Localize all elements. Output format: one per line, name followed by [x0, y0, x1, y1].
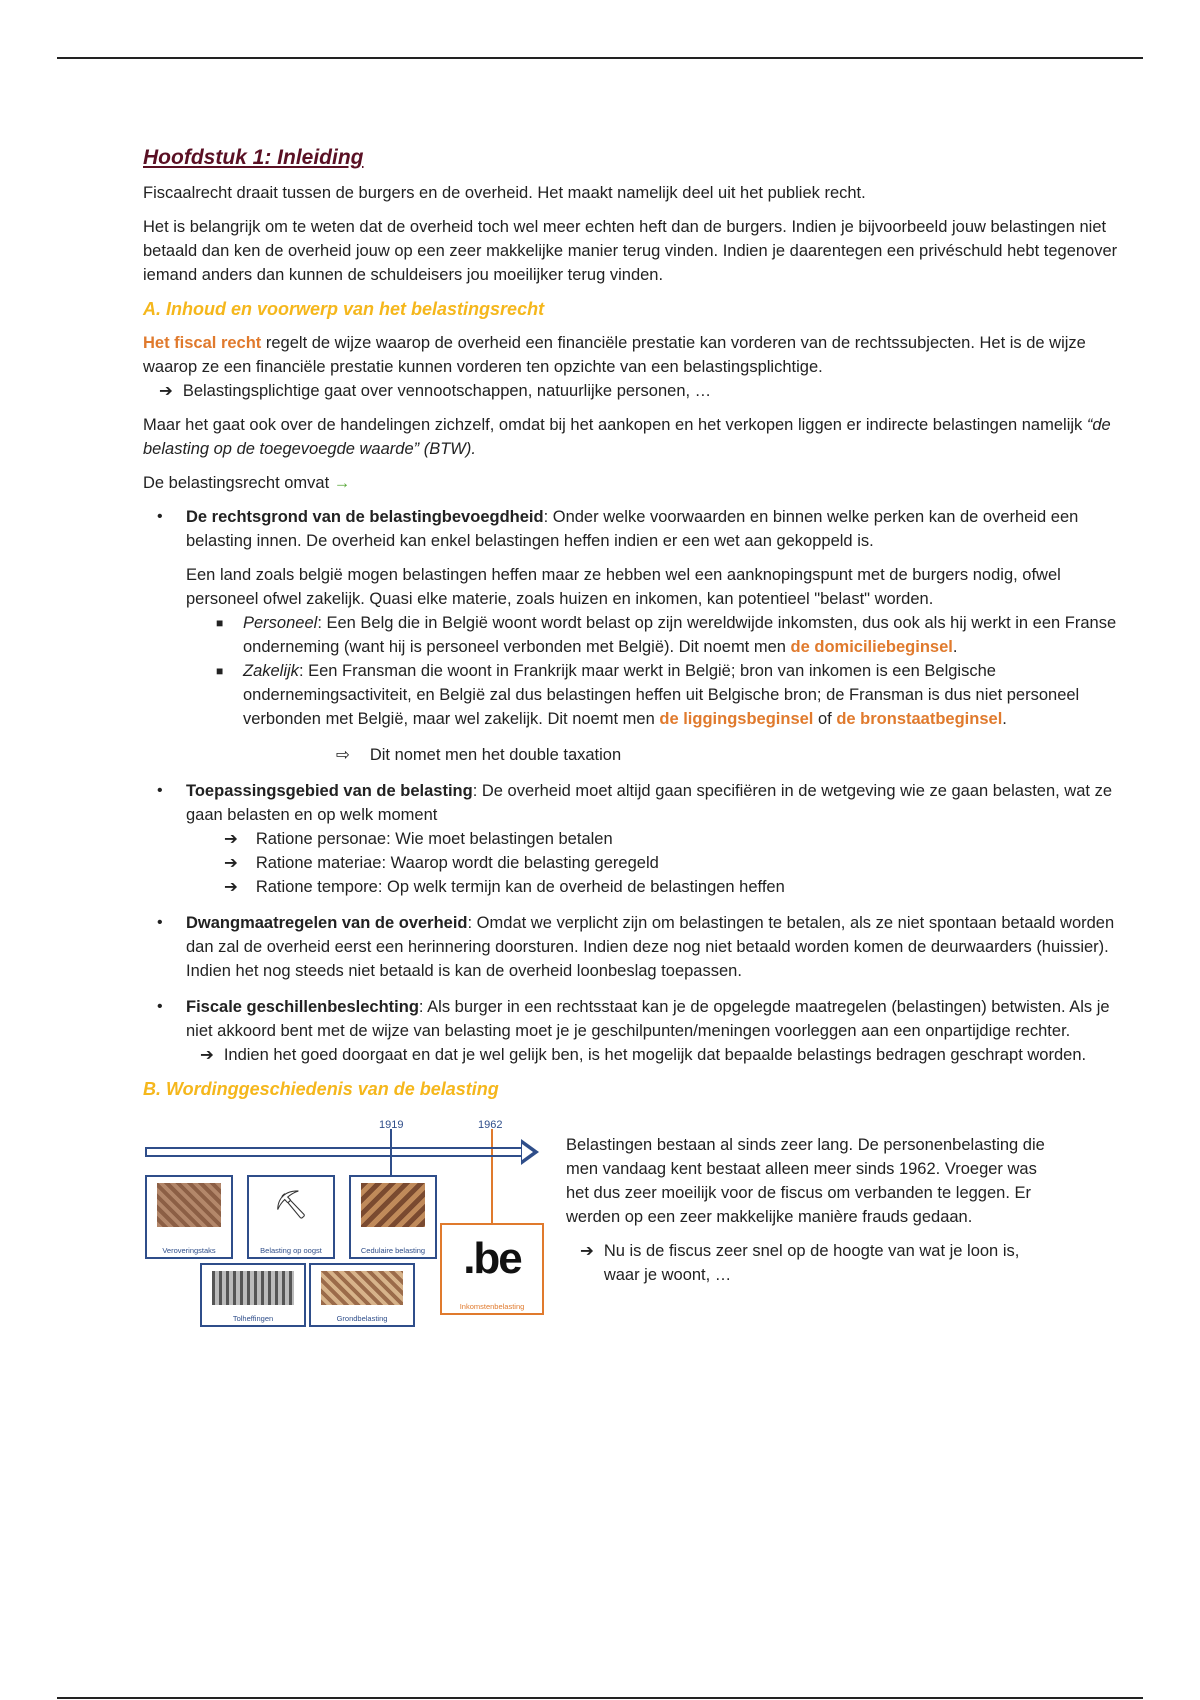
timeline-box-cedulaire: [349, 1175, 437, 1259]
arrow-icon: ➔: [224, 878, 238, 896]
square-bullet-icon: ■: [216, 616, 224, 630]
box-caption: Veroveringstaks: [162, 1246, 216, 1255]
box-caption: Grondbelasting: [336, 1314, 388, 1323]
bullet-icon: •: [157, 998, 163, 1015]
timeline-box-veroveringstaks: [145, 1175, 233, 1259]
handelingen-text: Maar het gaat ook over de handelingen zichzelf, omdat bij het aankopen en het verkopen liggen er indirecte belastingen namelijk: [143, 416, 1087, 434]
ratione-item: [186, 827, 1123, 851]
sub-item-personeel: [186, 611, 1123, 659]
handelingen-paragraph: [143, 413, 1123, 461]
arrow-line-text: Belastingsplichtige gaat over vennootschappen, natuurlijke personen, …: [182, 382, 712, 400]
box-caption: Tolheffingen: [232, 1314, 274, 1323]
history-arrow-text: Nu is de fiscus zeer snel op de hoogte van wat je loon is, waar je woont, …: [603, 1242, 1020, 1284]
arrow-line: [143, 379, 1123, 403]
sub-item-text: : Een Belg die in België woont wordt belast op zijn wereldwijde inkomsten, dus ook als hij werkt in een Franse onderneming (want hij is personeel verbonden met België). Dit noemt men: [243, 614, 1117, 656]
ratione-personae: Ratione personae: Wie moet belastingen betalen: [255, 830, 613, 848]
ligging-term: de liggingsbeginsel: [659, 710, 814, 728]
be-logo: .be: [463, 1234, 521, 1283]
intro-paragraph-1: Fiscaalrecht draait tussen de burgers en de overheid. Het maakt namelijk deel uit het publiek recht.: [143, 184, 866, 202]
engraving-image: [212, 1271, 294, 1305]
timeline-box-grondbelasting: [309, 1263, 415, 1327]
sub-item-end: .: [952, 638, 958, 656]
box-caption: Inkomstenbelasting: [459, 1302, 525, 1311]
bullet-icon: •: [157, 782, 163, 799]
sub-item-label: Zakelijk: [243, 662, 299, 680]
bullet-3-text: : Omdat we verplicht zijn om belastingen te betalen, als ze niet spontaan betaald worden dan zal de overheid eerst een herinnering doorsturen. Indien deze nog niet betaald worden komen de deurwaarders (huissier). Indien het nog steeds niet betaald is kan de overheid loonbeslag toepassen.: [186, 914, 1115, 980]
fiscal-term: Het fiscal recht: [143, 334, 262, 352]
tax-history-timeline: [143, 1111, 548, 1329]
intro-paragraph-2: Het is belangrijk om te weten dat de overheid toch wel meer echten heft dan de burgers. Indien je bijvoorbeeld jouw belastingen niet betaald dan ken de overheid jouw op een zeer makkelijke manier terug vinden. Indien je daarentegen een privéschuld hebt tegenover iemand anders dan kunnen de schuldeisers jou moeilijker terug vinden.: [143, 218, 1118, 284]
bullet-4-title: Fiscale geschillenbeslechting: [186, 998, 419, 1016]
box-caption: Cedulaire belasting: [360, 1246, 426, 1255]
bullet-icon: •: [157, 508, 163, 525]
painting-image: [157, 1183, 221, 1227]
double-taxation-text: Dit nomet men het double taxation: [369, 746, 622, 764]
timeline-marker-1962: [491, 1129, 493, 1223]
history-text: [566, 1111, 1056, 1329]
bullet-1-paragraph: Een land zoals belgië mogen belastingen heffen maar ze hebben wel een aanknopingspunt met de burgers nodig, ofwel personeel ofwel zakelijk. Quasi elke materie, zoals huizen en inkomen, kan potentieel "belast" worden.: [186, 566, 1061, 608]
list-item: [143, 911, 1123, 983]
outlined-arrow-icon: ⇨: [336, 746, 350, 764]
bullet-3: [186, 911, 1123, 983]
bullet-2-text: : De overheid moet altijd gaan specifiëren in de wetgeving wie ze gaan belasten, wat ze gaan belasten en op welk moment: [186, 782, 1112, 824]
bullet-1-text: : Onder welke voorwaarden en binnen welke perken kan de overheid een belasting innen. De overheid kan enkel belastingen heffen indien er een wet aan gekoppeld is.: [186, 508, 1079, 550]
timeline-box-tolheffingen: [200, 1263, 306, 1327]
double-taxation-line: [186, 743, 1123, 767]
footer-rule: [57, 1697, 1143, 1699]
fiscal-definition-text: regelt de wijze waarop de overheid een financiële prestatie kan vorderen van de rechtssubjecten. Het is de wijze waarop ze een financiële prestatie kunnen vorderen ten opzichte van een belastingsplichtige.: [143, 334, 1086, 376]
painting-image: [321, 1271, 403, 1305]
arrow-icon: ➔: [580, 1242, 594, 1260]
history-paragraph: Belastingen bestaan al sinds zeer lang. De personenbelasting die men vandaag kent bestaat alleen meer sinds 1962. Vroeger was het dus zeer moeilijk voor de fiscus om verbanden te leggen. Er werden op een zeer makkelijke manière frauds gedaan.: [566, 1136, 1045, 1226]
timeline-box-oogst: [247, 1175, 335, 1259]
omvat-line: [143, 471, 1123, 495]
bullet-2: [186, 779, 1123, 827]
sub-item-of: of: [813, 710, 837, 728]
history-arrow-line: [566, 1239, 1056, 1287]
header-rule: [57, 57, 1143, 59]
bullet-4: [186, 995, 1123, 1043]
btw-quote: “de belasting op de toegevoegde waarde” (BTW).: [143, 416, 1111, 458]
domicilie-term: de domiciliebeginsel: [790, 638, 953, 656]
list-item: [143, 995, 1123, 1067]
document-page: [143, 145, 1123, 1329]
chapter-title: Hoofdstuk 1: Inleiding: [143, 146, 364, 169]
sub-item-end: .: [1002, 710, 1007, 728]
ratione-materiae: Ratione materiae: Waarop wordt die belasting geregeld: [255, 854, 659, 872]
bullet-4-arrow: [186, 1043, 1123, 1067]
section-a-heading: A. Inhoud en voorwerp van het belastingsrecht: [143, 299, 545, 319]
arrow-icon: ➔: [159, 382, 173, 400]
green-arrow-icon: →: [333, 474, 351, 492]
ratione-tempore: Ratione tempore: Op welk termijn kan de overheid de belastingen heffen: [255, 878, 785, 896]
section-b-content: [143, 1111, 1123, 1329]
omvat-text: De belastingsrecht omvat: [143, 474, 330, 492]
bronstaat-term: de bronstaatbeginsel: [836, 710, 1003, 728]
timeline-arrow-head-inner: [522, 1144, 533, 1160]
bullet-4-text: : Als burger in een rechtsstaat kan je de opgelegde maatregelen (belastingen) betwisten. Als je niet akkoord bent met de wijze van belasting moet je je geschilpunten/meningen voorleggen aan een onpartijdige rechter.: [186, 998, 1110, 1040]
arrow-icon: ➔: [224, 830, 238, 848]
bullet-list: [143, 505, 1123, 1067]
list-item: [143, 505, 1123, 767]
list-item: [143, 779, 1123, 899]
bullet-3-title: Dwangmaatregelen van de overheid: [186, 914, 468, 932]
section-b-heading: B. Wordinggeschiedenis van de belasting: [143, 1079, 499, 1099]
square-bullet-icon: ■: [216, 664, 224, 678]
sub-item-text: : Een Fransman die woont in Frankrijk maar werkt in België; bron van inkomen is een Belgische ondernemingsactiviteit, en België zal dus belastingen heffen uit Belgische bron; de Fransman is dus niet personeel verbonden met België, maar wel zakelijk. Dit noemt men: [243, 662, 1080, 728]
ratione-item: [186, 875, 1123, 899]
timeline-box-inkomstenbelasting: [440, 1223, 544, 1315]
painting-image: [361, 1183, 425, 1227]
bullet-2-title: Toepassingsgebied van de belasting: [186, 782, 473, 800]
bullet-1-title: De rechtsgrond van de belastingbevoegdheid: [186, 508, 544, 526]
bullet-1: [186, 505, 1123, 553]
arrow-icon: ➔: [224, 854, 238, 872]
bullet-4-arrow-text: Indien het goed doorgaat en dat je wel gelijk ben, is het mogelijk dat bepaalde belastings bedragen geschrapt worden.: [223, 1046, 1087, 1064]
ratione-item: [186, 851, 1123, 875]
box-caption: Belasting op oogst: [260, 1246, 322, 1255]
timeline-year-1919: 1919: [379, 1119, 404, 1131]
bullet-icon: •: [157, 914, 163, 931]
fiscal-definition: [143, 331, 1123, 379]
sub-item-label: Personeel: [243, 614, 318, 632]
timeline-arrow-shaft: [145, 1147, 525, 1157]
timeline-year-1962: 1962: [478, 1119, 503, 1131]
farmers-icon: ⛏: [259, 1183, 323, 1227]
arrow-icon: ➔: [200, 1046, 214, 1064]
sub-item-zakelijk: [186, 659, 1123, 731]
